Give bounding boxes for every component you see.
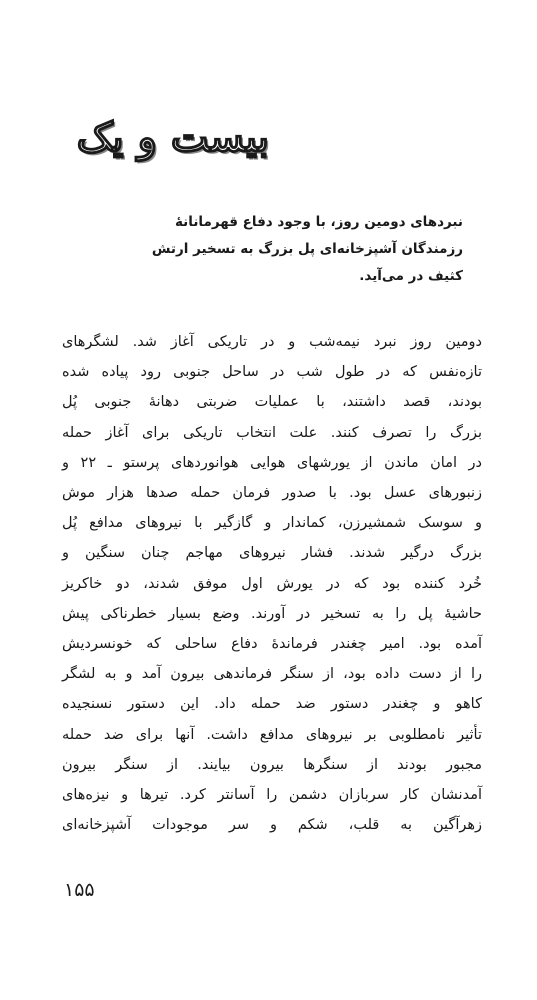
chapter-title: بیست و یک <box>76 114 269 161</box>
page-number: ۱۵۵ <box>64 879 95 901</box>
body-line: خُرد کننده بود که در یورش اول موفق شدند، دو خاکریز <box>62 575 482 592</box>
body-line: را از دست داده بود، از سنگر فرماندهی بیرون آمد و به لشگر <box>62 666 482 683</box>
body-line: کاهو و چغندر دستور ضد حمله داد. این دستور نسنجیده <box>62 696 482 713</box>
body-line: در امان ماندن از یورشهای هوایی هوانوردهای پرستو ـ ۲۲ و <box>62 454 482 471</box>
chapter-summary <box>73 209 463 290</box>
body-line: بزرگ درگیر شدند. فشار نیروهای مهاجم چنان سنگین و <box>62 545 482 562</box>
summary-line: کثیف در می‌آید. <box>359 268 463 284</box>
body-line: تأثیر نامطلوبی بر نیروهای مدافع داشت. آنها برای ضد حمله <box>62 726 482 743</box>
body-line: بزرگ را تصرف کنند. علت انتخاب تاریکی برای آغاز حمله <box>62 424 482 441</box>
body-line: مجبور بودند از سنگرها بیرون بیایند. از سنگر بیرون <box>62 756 482 773</box>
body-line: بودند، قصد داشتند، با عملیات ضربتی دهانهٔ جنوبی پُل <box>62 394 482 411</box>
body-line: تازه‌نفس که در طول شب در ساحل جنوبی رود پیاده شده <box>62 364 482 381</box>
body-text <box>62 327 482 840</box>
body-line: آمده بود. امیر چغندر فرماندهٔ دفاع ساحلی که خونسردیش <box>62 636 482 653</box>
summary-line: نبردهای دومین روز، با وجود دفاع قهرمانانهٔ <box>175 214 463 230</box>
body-line: زنبورهای عسل بود. با صدور فرمان حمله صدها هزار موش <box>62 485 482 502</box>
body-line: دومین روز نبرد نیمه‌شب و در تاریکی آغاز شد. لشگرهای <box>62 334 482 350</box>
summary-line: رزمندگان آشپزخانه‌ای پل بزرگ به تسخیر ارتش <box>151 241 463 257</box>
body-line: و سوسک شمشیرزن، کماندار و گازگیر با نیروهای مدافع پُل <box>62 515 482 532</box>
body-line: زهرآگین به قلب، شکم و سر موجودات آشپزخانه‌ای <box>62 817 482 834</box>
body-line: حاشیهٔ پل را به تسخیر در آورند. وضع بسیار خطرناکی پیش <box>62 605 482 622</box>
body-line: آمدنشان کار سربازان دشمن را آسانتر کرد. تیرها و نیزه‌های <box>62 787 482 804</box>
